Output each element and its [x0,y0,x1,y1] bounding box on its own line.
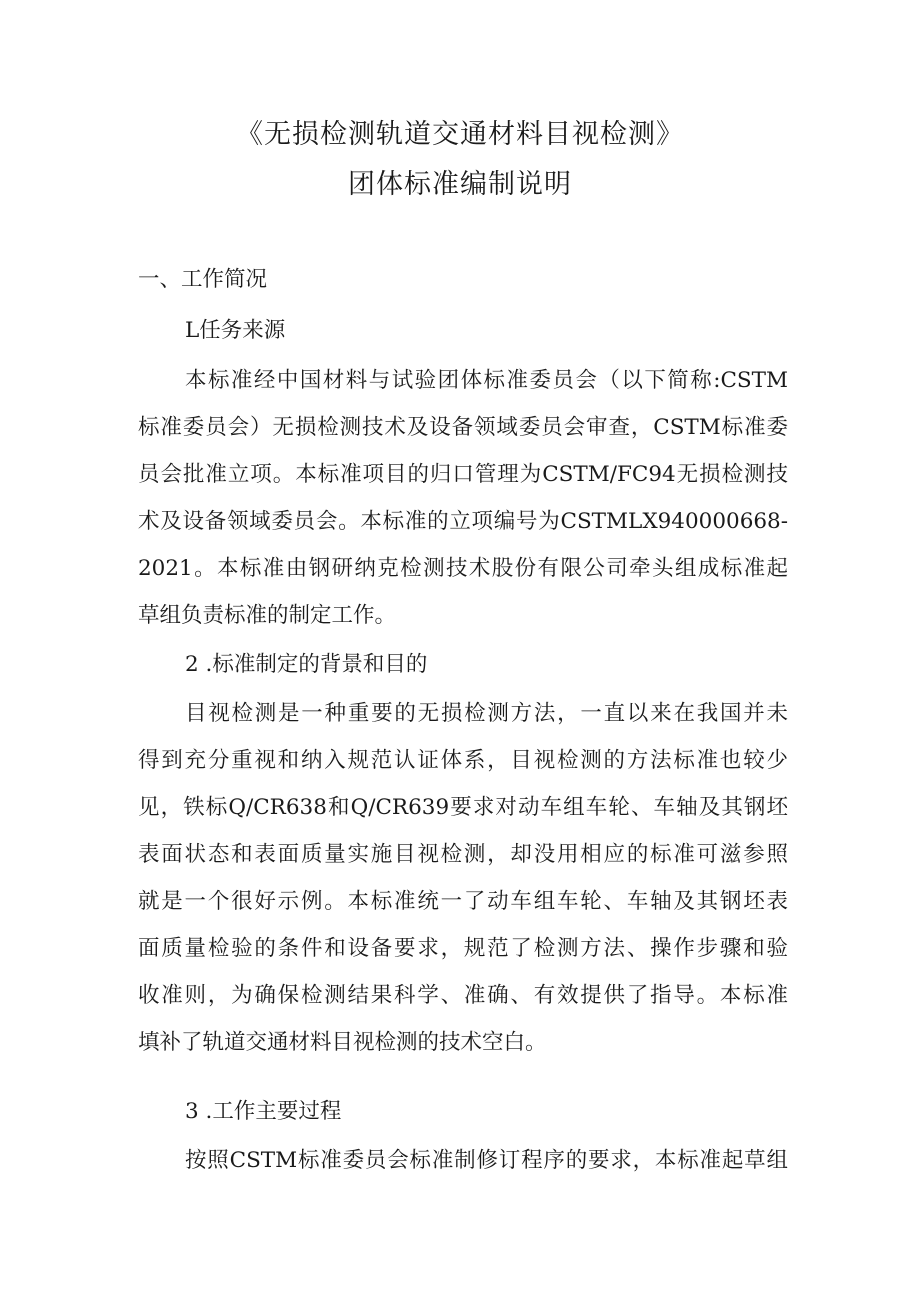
section-heading-work-overview: 一、工作简况 [138,267,268,292]
paragraph-line: 填补了轨道交通材料目视检测的技术空白。 [138,1030,547,1055]
paragraph-line: 面质量检验的条件和设备要求，规范了检测方法、操作步骤和验 [138,936,788,961]
document-subtitle: 团体标准编制说明 [348,169,572,200]
subsection-heading-task-source: L任务来源 [185,318,286,343]
document-title: 《无损检测轨道交通材料目视检测》 [236,119,684,150]
paragraph-line: 见，铁标Q/CR638和Q/CR639要求对动车组车轮、车轴及其钢坯 [138,795,788,820]
paragraph-line: 目视检测是一种重要的无损检测方法，一直以来在我国并未 [185,701,788,726]
subsection-heading-background: 2 .标准制定的背景和目的 [185,652,428,677]
paragraph-line: 按照CSTM标准委员会标准制修订程序的要求，本标准起草组 [185,1148,788,1173]
paragraph-line: 就是一个很好示例。本标准统一了动车组车轮、车轴及其钢坯表 [138,889,788,914]
paragraph-line: 表面状态和表面质量实施目视检测，却没用相应的标准可滋参照 [138,842,788,867]
paragraph-line: 2021。本标准由钢研纳克检测技术股份有限公司牵头组成标准起 [138,556,788,581]
paragraph-line: 收准则，为确保检测结果科学、准确、有效提供了指导。本标准 [138,983,788,1008]
paragraph-line: 得到充分重视和纳入规范认证体系，目视检测的方法标准也较少 [138,748,788,773]
paragraph-line: 本标准经中国材料与试验团体标准委员会（以下简称:CSTM [185,368,788,393]
paragraph-line: 术及设备领域委员会。本标准的立项编号为CSTMLX940000668- [138,509,788,534]
subsection-heading-work-process: 3 .工作主要过程 [185,1099,342,1124]
paragraph-line: 草组负责标准的制定工作。 [138,603,397,628]
paragraph-line: 标准委员会）无损检测技术及设备领域委员会审查，CSTM标准委 [138,415,788,440]
paragraph-line: 员会批准立项。本标准项目的归口管理为CSTM/FC94无损检测技 [138,462,788,487]
